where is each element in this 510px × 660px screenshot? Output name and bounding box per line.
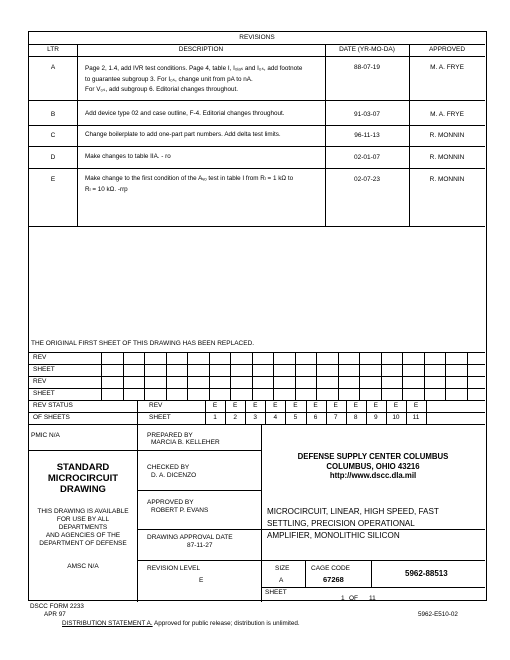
sheet-number: 1 [341, 595, 345, 602]
rev-status-cell: E [232, 402, 238, 409]
revision-level: E [199, 577, 204, 584]
divider [261, 424, 262, 602]
divider [29, 376, 485, 377]
divider [381, 352, 382, 400]
standard-microcircuit-drawing: STANDARD MICROCIRCUIT DRAWING [47, 462, 119, 495]
divider [29, 226, 485, 227]
sheet-of-label: OF [349, 595, 359, 602]
revision-date: 88-07-19 [353, 64, 381, 71]
approved-by-label: APPROVED BY [147, 499, 194, 506]
revision-approved: R. MONNIN [429, 176, 465, 183]
divider [29, 125, 485, 126]
col-header-date: DATE (YR-MO-DA) [339, 46, 395, 53]
divider [338, 352, 339, 400]
checked-by-label: CHECKED BY [147, 464, 190, 471]
rev-status-cell: E [313, 402, 318, 409]
revision-approved: R. MONNIN [429, 132, 465, 139]
sheet-row-label: SHEET [33, 390, 55, 397]
revision-ltr: A [50, 64, 56, 71]
rev-status-label: REV STATUS [33, 402, 73, 409]
size-label: SIZE [275, 565, 290, 572]
rev-status-cell: E [273, 402, 278, 409]
approved-by-name: ROBERT P. EVANS [151, 507, 209, 514]
divider [137, 490, 261, 491]
divider [252, 352, 253, 400]
revision-date: 02-01-07 [353, 154, 381, 161]
distribution-text: Approved for public release; distribution is unlimited. [152, 620, 300, 627]
divider [273, 352, 274, 400]
rev-status-cell: E [212, 402, 218, 409]
divider [29, 450, 261, 451]
revision-approved: M. A. FRYE [430, 111, 464, 118]
divider [101, 352, 102, 400]
revision-description: Make changes to table IIA. - ro [85, 153, 171, 160]
sheet-number-cell: 11 [412, 414, 420, 421]
prepared-by-name: MARCIA B. KELLEHER [151, 439, 220, 446]
rev-label: REV [149, 402, 163, 409]
cage-code-value: 67268 [323, 575, 344, 584]
rev-status-cell: E [293, 402, 298, 409]
agency-block: DEFENSE SUPPLY CENTER COLUMBUS COLUMBUS, OHIO 43216 http://www.dscc.dla.mil [297, 452, 449, 480]
sheet-number-cell: 8 [353, 414, 358, 421]
sheet-label: SHEET [149, 414, 171, 421]
divider [426, 400, 427, 424]
revision-description: Page 2, 1.4, add IVR test conditions. Page 4, table I, I₀ᵢₐₛ and I₀ₛ, add footnote to guarantee subgroup 3. For I₀ₛ, change unit from pA to nA. For V₀ₛ, add subgroup 6. Editorial changes throughout. [85, 65, 303, 93]
revision-description: Add device type 02 and case outline, F-4. Editorial changes throughout. [85, 110, 285, 117]
divider [137, 400, 138, 424]
divider [29, 168, 485, 169]
rev-status-cell: E [373, 402, 379, 409]
revision-description: Change boilerplate to add one-part part numbers. Add delta test limits. [85, 131, 281, 138]
divider [261, 587, 485, 588]
revision-ltr: B [50, 111, 56, 118]
checked-by-name: D. A. DICENZO [151, 472, 197, 479]
sheet-number-cell: 7 [333, 414, 338, 421]
revision-level-label: REVISION LEVEL [147, 565, 201, 572]
sheet-label: SHEET [265, 589, 287, 596]
revisions-title: REVISIONS [239, 34, 275, 41]
drawing-frame [28, 31, 487, 601]
divider [29, 424, 485, 425]
divider [230, 352, 231, 400]
divider [467, 352, 468, 400]
replaced-sheet-note: THE ORIGINAL FIRST SHEET OF THIS DRAWING HAS BEEN REPLACED. [31, 340, 255, 347]
divider [144, 352, 145, 400]
divider [305, 560, 306, 587]
divider [29, 44, 485, 45]
revision-date: 02-07-23 [353, 176, 381, 183]
divider [29, 352, 485, 353]
divider [371, 560, 372, 587]
approval-date-label: DRAWING APPROVAL DATE [147, 534, 233, 541]
revision-date: 96-11-13 [354, 132, 380, 139]
rev-status-cell: E [333, 402, 338, 409]
divider [29, 100, 485, 101]
rev-row-label: REV [33, 378, 47, 385]
sheet-number-cell: 3 [253, 414, 258, 421]
rev-status-cell: E [353, 402, 358, 409]
prepared-by-label: PREPARED BY [147, 432, 193, 439]
sheet-total: 11 [369, 595, 376, 602]
divider [29, 56, 485, 57]
of-sheets-label: OF SHEETS [33, 414, 70, 421]
divider [424, 352, 425, 400]
approval-date: 87-11-27 [187, 542, 213, 549]
rev-status-cell: E [253, 402, 258, 409]
divider [316, 352, 317, 400]
distribution-label: DISTRIBUTION STATEMENT A. [62, 620, 153, 627]
sheet-row-label: SHEET [33, 366, 55, 373]
divider [402, 352, 403, 400]
divider [123, 352, 124, 400]
revision-approved: R. MONNIN [429, 154, 465, 161]
col-header-approved: APPROVED [428, 46, 466, 53]
col-header-description: DESCRIPTION [178, 46, 224, 53]
sheet-number-cell: 1 [213, 414, 217, 421]
divider [209, 352, 210, 400]
availability-statement: THIS DRAWING IS AVAILABLE FOR USE BY ALL DEPARTMENTS AND AGENCIES OF THE DEPARTMENT OF DEFENSE [37, 508, 129, 547]
rev-status-cell: E [393, 402, 399, 409]
sheet-number-cell: 2 [233, 414, 237, 421]
pmic-label: PMIC N/A [31, 432, 60, 439]
divider [187, 352, 188, 400]
divider [137, 560, 485, 561]
distribution-statement [62, 620, 300, 628]
divider [77, 44, 78, 226]
sheet-number-cell: 6 [313, 414, 318, 421]
amsc-label: AMSC N/A [67, 563, 99, 570]
divider [295, 352, 296, 400]
revision-approved: M. A. FRYE [430, 64, 464, 71]
form-number: DSCC FORM 2233 [30, 603, 84, 610]
size-value: A [279, 577, 284, 584]
sheet-number-cell: 5 [293, 414, 298, 421]
divider [166, 352, 167, 400]
divider [359, 352, 360, 400]
divider [29, 388, 485, 389]
revision-ltr: E [50, 176, 56, 183]
sheet-number-cell: 9 [374, 414, 378, 421]
rev-status-cell: E [413, 402, 419, 409]
form-date: APR 97 [44, 611, 66, 618]
divider [445, 352, 446, 400]
revision-ltr: C [50, 132, 56, 139]
drawing-title: MICROCIRCUIT, LINEAR, HIGH SPEED, FAST SETTLING, PRECISION OPERATIONAL AMPLIFIER, MONOLITHIC SILICON [267, 507, 439, 540]
sheet-number-cell: 10 [392, 414, 400, 421]
revision-ltr: D [50, 154, 56, 161]
col-header-ltr: LTR [47, 46, 59, 53]
revision-description: Make change to the first condition of the Aᵥₒ test in table I from Rₗ = 1 kΩ to Rₗ = 10 kΩ. -rrp [85, 175, 294, 193]
cage-code-label: CAGE CODE [311, 565, 351, 572]
rev-row-label: REV [33, 354, 47, 361]
revision-date: 91-03-07 [353, 111, 381, 118]
drawing-number: 5962-88513 [405, 569, 448, 578]
sheet-number-cell: 4 [273, 414, 278, 421]
divider [29, 364, 485, 365]
divider [29, 146, 485, 147]
form-id: 5962-E510-02 [418, 611, 458, 618]
